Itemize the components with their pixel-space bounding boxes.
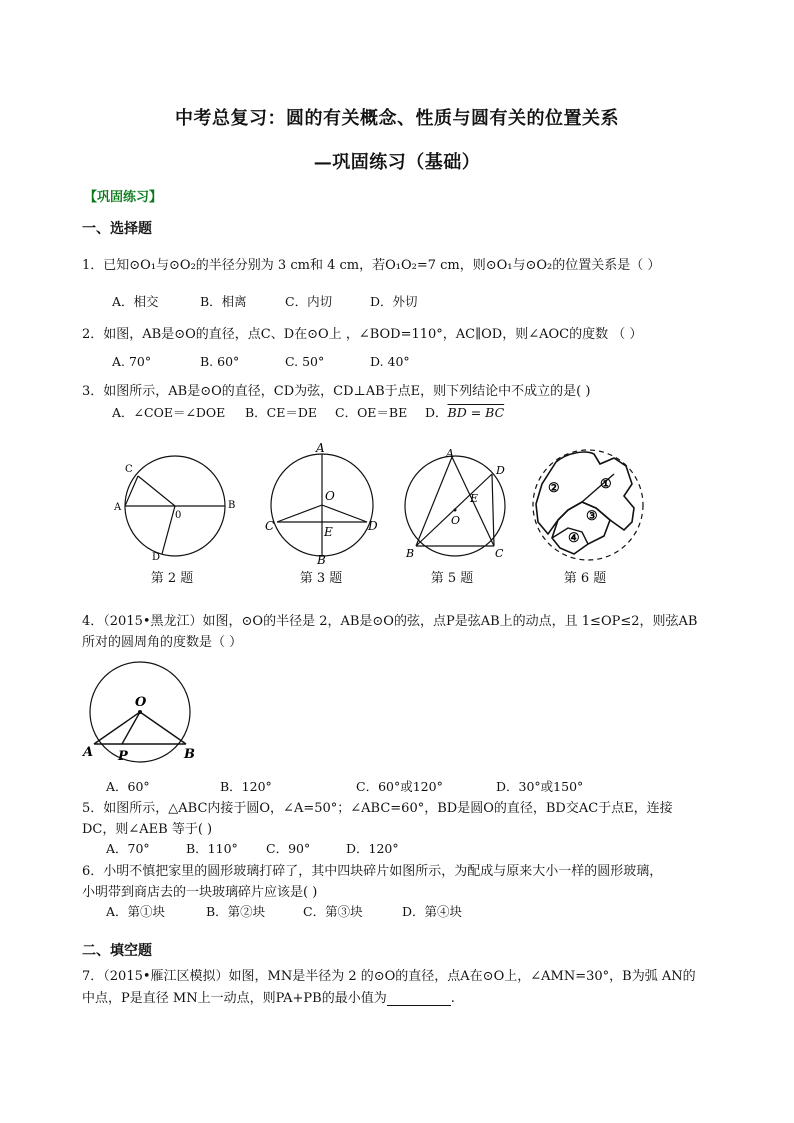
question-6-line2: 小明带到商店去的一块玻璃碎片应该是( )	[82, 885, 318, 900]
q5-option-a: A．70°	[106, 841, 150, 856]
question-7-text: 中点，P是直径 MN上一动点，则PA+PB的最小值为	[82, 991, 387, 1006]
question-4-line2: 所对的圆周角的度数是（ ）	[82, 635, 243, 650]
q5-option-b: B．110°	[186, 841, 238, 856]
figure-4	[78, 660, 203, 770]
fig3-label-b: B	[317, 553, 326, 565]
section-tag: 【巩固练习】	[84, 190, 163, 205]
q7-answer-blank[interactable]	[387, 991, 451, 1006]
question-4-line1: 4．（2015•黑龙江）如图，⊙O的半径是 2，AB是⊙O的弦，点P是弦AB上的动点，且 1≤OP≤2，则弦AB	[82, 614, 698, 629]
q5-option-d: D．120°	[346, 841, 399, 856]
q6-option-c: C．第③块	[303, 904, 363, 919]
figure-5-caption: 第 5 题	[430, 571, 474, 586]
q3-option-a: A．∠COE＝∠DOE	[112, 405, 226, 420]
figure-6	[528, 444, 653, 569]
fig2-label-a: A	[114, 502, 122, 513]
q3-option-c: C．OE＝BE	[335, 405, 408, 420]
question-2: 2．如图，AB是⊙O的直径，点C、D在⊙O上 ，∠BOD=110°，AC∥OD，则∠AOC的度数 （ ）	[82, 327, 643, 342]
fig4-label-b: B	[184, 747, 195, 762]
fig3-label-a: A	[316, 441, 325, 455]
page-title: 中考总复习：圆的有关概念、性质与圆有关的位置关系	[175, 108, 619, 129]
page-subtitle: —巩固练习（基础）	[313, 152, 481, 173]
fig3-label-e: E	[324, 525, 333, 539]
q1-option-c: C．内切	[285, 294, 333, 309]
fig3-label-o: O	[325, 489, 335, 503]
q2-option-d: D. 40°	[370, 354, 410, 369]
question-6-line1: 6．小明不慎把家里的圆形玻璃打碎了，其中四块碎片如图所示，为配成与原来大小一样的圆形玻璃，	[82, 864, 663, 879]
q6-option-b: B．第②块	[206, 904, 266, 919]
figure-3	[265, 440, 380, 565]
fig3-label-d: D	[368, 519, 378, 533]
q1-option-b: B．相离	[200, 294, 247, 309]
q2-option-c: C. 50°	[285, 354, 325, 369]
fig5-label-d: D	[496, 464, 505, 477]
fig5-label-e: E	[470, 492, 479, 505]
q3-option-d-label: D．	[425, 405, 448, 420]
fig5-label-b: B	[406, 547, 415, 560]
fig2-label-c: C	[125, 464, 133, 475]
fig6-piece-2: ②	[548, 481, 560, 496]
section-heading-fill: 二、填空题	[82, 943, 152, 959]
fig6-piece-3: ③	[586, 509, 598, 524]
fig4-label-a: A	[83, 745, 94, 760]
q4-option-b: B．120°	[220, 779, 272, 794]
q4-option-a: A．60°	[106, 779, 150, 794]
fig5-label-o: O	[451, 514, 461, 527]
fig2-label-o: 0	[175, 510, 182, 521]
figure-2	[112, 452, 242, 562]
question-7-line2	[82, 987, 455, 1006]
fig3-label-c: C	[265, 519, 275, 533]
q2-option-b: B. 60°	[200, 354, 240, 369]
figure-3-caption: 第 3 题	[299, 571, 343, 586]
q7-period: .	[450, 991, 455, 1006]
question-5-line1: 5．如图所示，△ABC内接于圆O，∠A=50°；∠ABC=60°，BD是圆O的直径，BD交AC于点E，连接	[82, 801, 673, 816]
q2-option-a: A. 70°	[112, 354, 152, 369]
figure-6-caption: 第 6 题	[563, 571, 607, 586]
question-7-line1: 7．（2015•雁江区模拟）如图，MN是半径为 2 的⊙O的直径，点A在⊙O上，∠AMN=30°，B为弧 AN的	[82, 969, 696, 984]
q4-option-d: D．30°或150°	[496, 779, 584, 794]
q6-option-a: A．第①块	[106, 904, 166, 919]
figure-2-caption: 第 2 题	[150, 571, 194, 586]
q1-option-d: D．外切	[370, 294, 418, 309]
fig2-label-b: B	[228, 500, 236, 511]
q3-arc-expression: BD = BC	[447, 405, 505, 420]
section-heading-choice: 一、选择题	[82, 221, 152, 237]
question-5-line2: DC，则∠AEB 等于( )	[82, 822, 213, 837]
fig2-label-d: D	[152, 552, 161, 562]
fig6-piece-1: ①	[600, 477, 612, 492]
question-3: 3．如图所示，AB是⊙O的直径，CD为弦，CD⊥AB于点E，则下列结论中不成立的是( )	[82, 384, 591, 399]
q5-option-c: C．90°	[266, 841, 311, 856]
q6-option-d: D．第④块	[402, 904, 463, 919]
figure-5	[400, 448, 515, 563]
fig4-label-p: P	[118, 749, 128, 764]
q3-option-b: B．CE＝DE	[245, 405, 318, 420]
question-1: 1．已知⊙O₁与⊙O₂的半径分别为 3 cm和 4 cm，若O₁O₂=7 cm，则⊙O₁与⊙O₂的位置关系是（ ）	[82, 258, 661, 273]
q3-option-d	[425, 403, 504, 421]
q4-option-c: C．60°或120°	[356, 779, 443, 794]
q1-option-a: A．相交	[112, 294, 159, 309]
fig4-label-o: O	[135, 695, 147, 710]
fig5-label-c: C	[495, 547, 504, 560]
fig5-label-a: A	[446, 448, 454, 460]
fig6-piece-4: ④	[568, 531, 580, 546]
